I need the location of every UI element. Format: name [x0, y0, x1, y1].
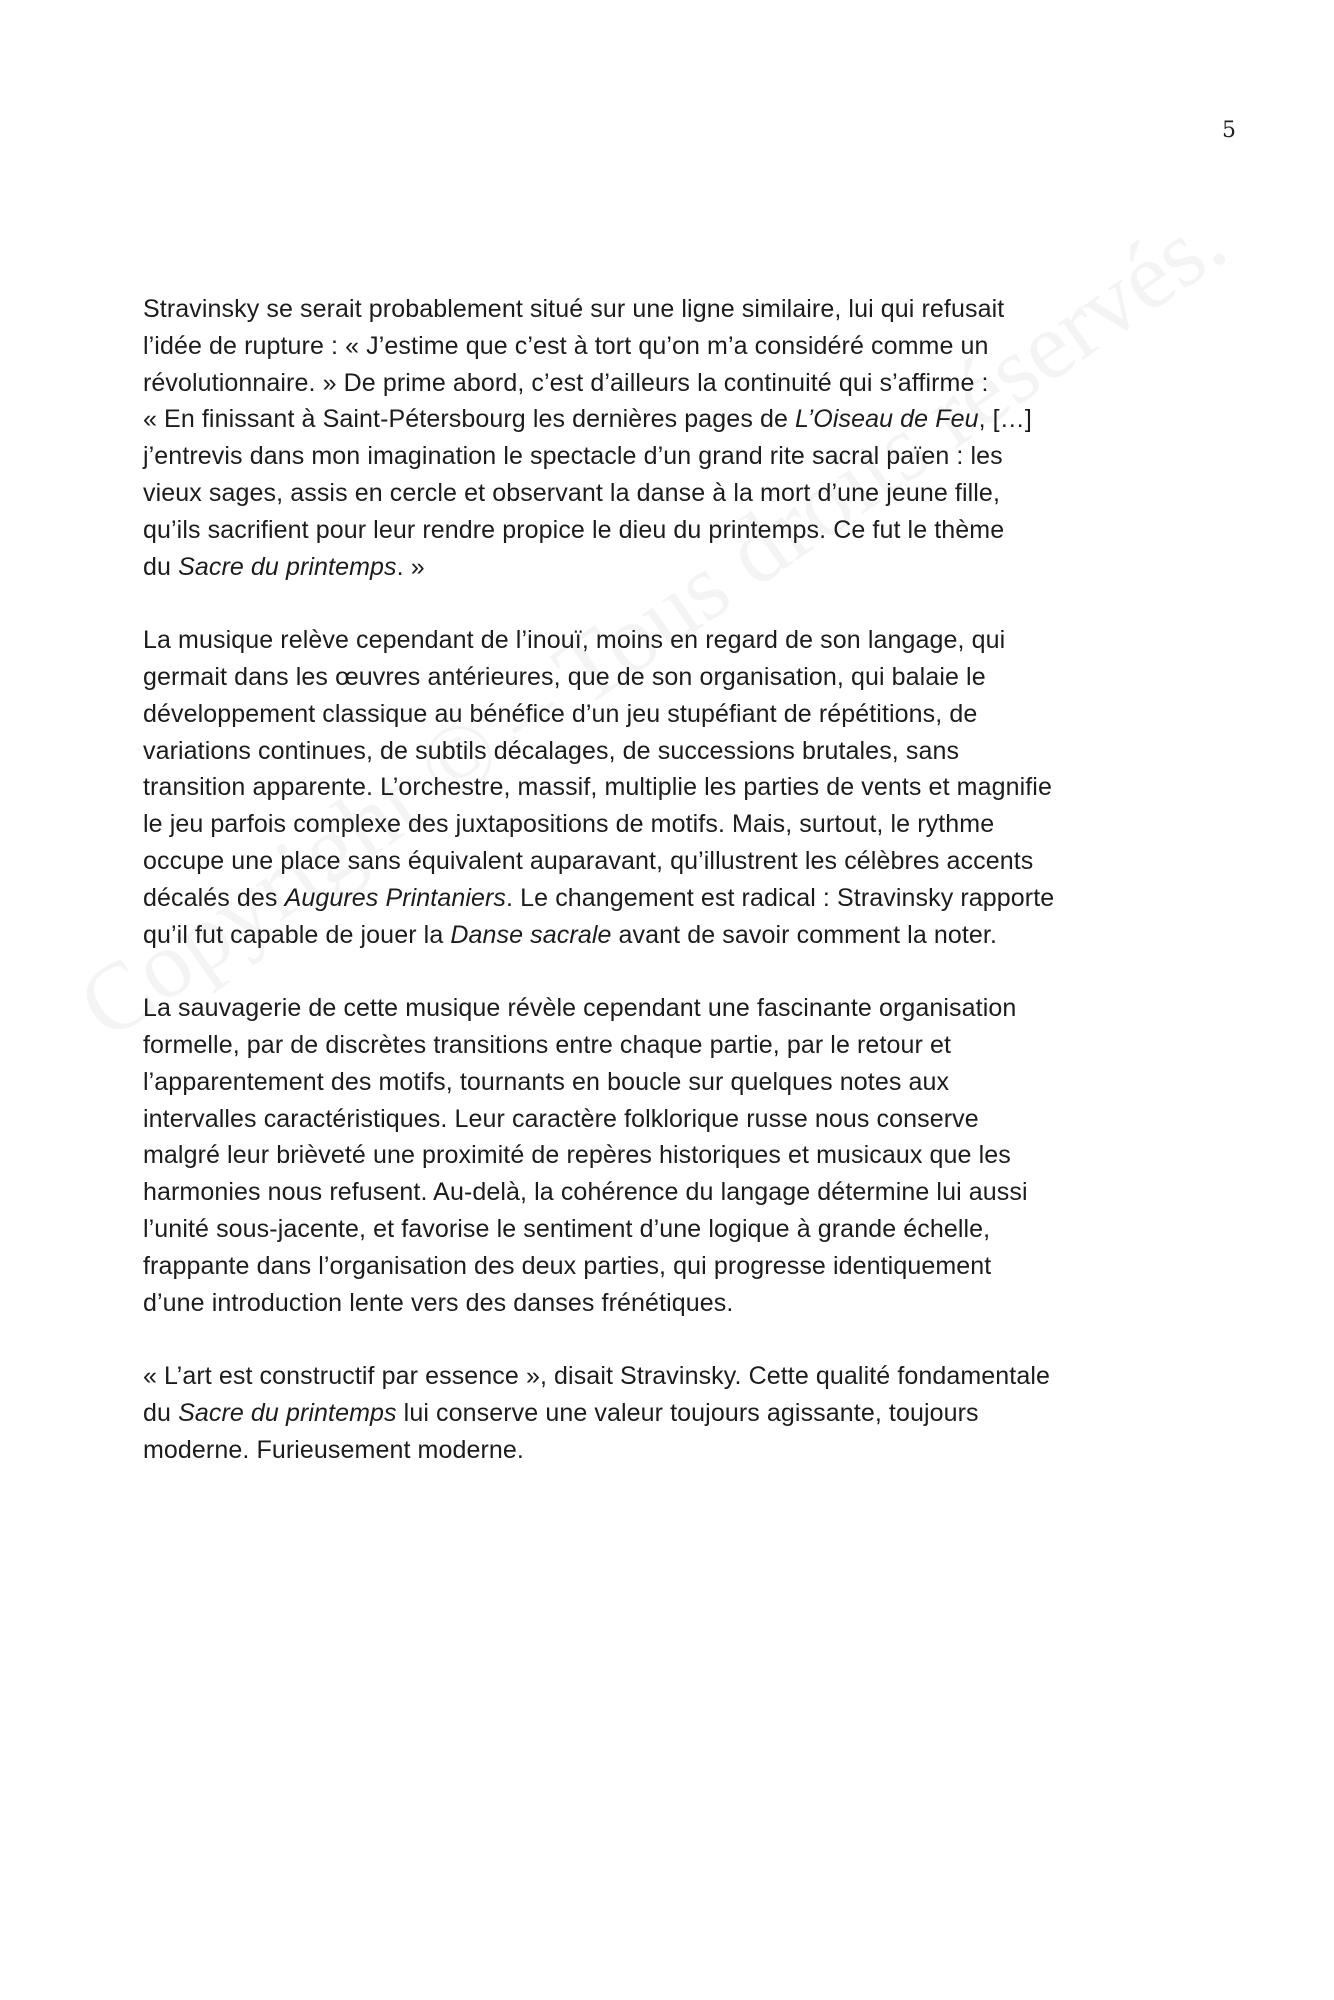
text-run: vieux sages, assis en cercle et observant la danse à la mort d’une jeune fille, [143, 478, 1000, 507]
paragraph [143, 990, 1203, 1321]
text-line [143, 1137, 1203, 1174]
text-run: du [143, 552, 179, 581]
text-line [143, 990, 1203, 1027]
text-run: « L’art est constructif par essence », disait Stravinsky. Cette qualité fondamentale [143, 1362, 1051, 1391]
text-line [143, 1248, 1203, 1285]
italic-title: Augures Printaniers [284, 883, 507, 912]
text-line [143, 401, 1203, 438]
text-run: malgré leur brièveté une proximité de repères historiques et musicaux que les [143, 1141, 1011, 1170]
italic-title: Sacre du printemps [178, 552, 397, 581]
text-run: du [143, 1398, 179, 1427]
paragraph [143, 622, 1203, 953]
text-line [143, 843, 1203, 880]
text-run: intervalles caractéristiques. Leur caractère folklorique russe nous conserve [143, 1104, 979, 1133]
text-run: occupe une place sans équivalent auparavant, qu’illustrent les célèbres accents [143, 846, 1034, 875]
body-text [143, 291, 1203, 1505]
text-run: qu’ils sacrifient pour leur rendre propice le dieu du printemps. Ce fut le thème [143, 515, 1005, 544]
text-run: variations continues, de subtils décalages, de successions brutales, sans [143, 736, 960, 765]
text-line [143, 475, 1203, 512]
text-run: révolutionnaire. » De prime abord, c’est d’ailleurs la continuité qui s’affirme : [143, 368, 989, 397]
text-line [143, 622, 1203, 659]
text-run: , […] [978, 405, 1032, 434]
text-line [143, 1358, 1203, 1395]
text-line [143, 659, 1203, 696]
italic-title: Sacre du printemps [178, 1398, 397, 1427]
text-line [143, 1027, 1203, 1064]
text-run: qu’il fut capable de jouer la [143, 920, 451, 949]
paragraph [143, 291, 1203, 585]
text-run: . Le changement est radical : Stravinsky rapporte [506, 883, 1055, 912]
page-number: 5 [1222, 118, 1236, 143]
text-run: lui conserve une valeur toujours agissante, toujours [396, 1398, 979, 1427]
italic-title: Danse sacrale [450, 920, 612, 949]
text-line [143, 1395, 1203, 1432]
text-run: harmonies nous refusent. Au-delà, la cohérence du langage détermine lui aussi [143, 1178, 1028, 1207]
text-run: l’apparentement des motifs, tournants en boucle sur quelques notes aux [143, 1067, 950, 1096]
text-run: germait dans les œuvres antérieures, que de son organisation, qui balaie le [143, 662, 986, 691]
text-run: le jeu parfois complexe des juxtapositions de motifs. Mais, surtout, le rythme [143, 810, 995, 839]
text-run: Stravinsky se serait probablement situé sur une ligne similaire, lui qui refusait [143, 295, 1005, 323]
text-run: d’une introduction lente vers des danses frénétiques. [143, 1288, 734, 1317]
text-line [143, 1174, 1203, 1211]
text-run: l’unité sous-jacente, et favorise le sentiment d’une logique à grande échelle, [143, 1214, 991, 1243]
text-line [143, 769, 1203, 806]
text-run: j’entrevis dans mon imagination le spectacle d’un grand rite sacral païen : les [143, 442, 1003, 471]
text-line [143, 1211, 1203, 1248]
text-run: frappante dans l’organisation des deux parties, qui progresse identiquement [143, 1251, 992, 1280]
text-line [143, 1432, 1203, 1469]
text-line [143, 549, 1203, 586]
text-line [143, 1101, 1203, 1138]
italic-title: L’Oiseau de Feu [795, 405, 979, 434]
text-line [143, 733, 1203, 770]
text-run: . » [396, 552, 425, 581]
text-line [143, 512, 1203, 549]
text-line [143, 328, 1203, 365]
text-line [143, 917, 1203, 954]
text-run: moderne. Furieusement moderne. [143, 1435, 524, 1464]
text-line [143, 880, 1203, 917]
text-run: développement classique au bénéfice d’un jeu stupéfiant de répétitions, de [143, 699, 978, 728]
text-line [143, 806, 1203, 843]
text-run: l’idée de rupture : « J’estime que c’est à tort qu’on m’a considéré comme un [143, 331, 989, 360]
text-run: formelle, par de discrètes transitions entre chaque partie, par le retour et [143, 1030, 952, 1059]
text-run: avant de savoir comment la noter. [611, 920, 998, 949]
text-line [143, 365, 1203, 402]
text-line [143, 696, 1203, 733]
text-line [143, 438, 1203, 475]
text-line [143, 1285, 1203, 1322]
text-run: transition apparente. L’orchestre, massif, multiplie les parties de vents et magnifie [143, 773, 1052, 802]
text-run: La musique relève cependant de l’inouï, moins en regard de son langage, qui [143, 626, 1006, 655]
paragraph [143, 1358, 1203, 1468]
text-line [143, 291, 1203, 328]
text-run: décalés des [143, 883, 285, 912]
text-line [143, 1064, 1203, 1101]
text-run: La sauvagerie de cette musique révèle cependant une fascinante organisation [143, 994, 1017, 1023]
text-run: « En finissant à Saint-Pétersbourg les dernières pages de [143, 405, 796, 434]
